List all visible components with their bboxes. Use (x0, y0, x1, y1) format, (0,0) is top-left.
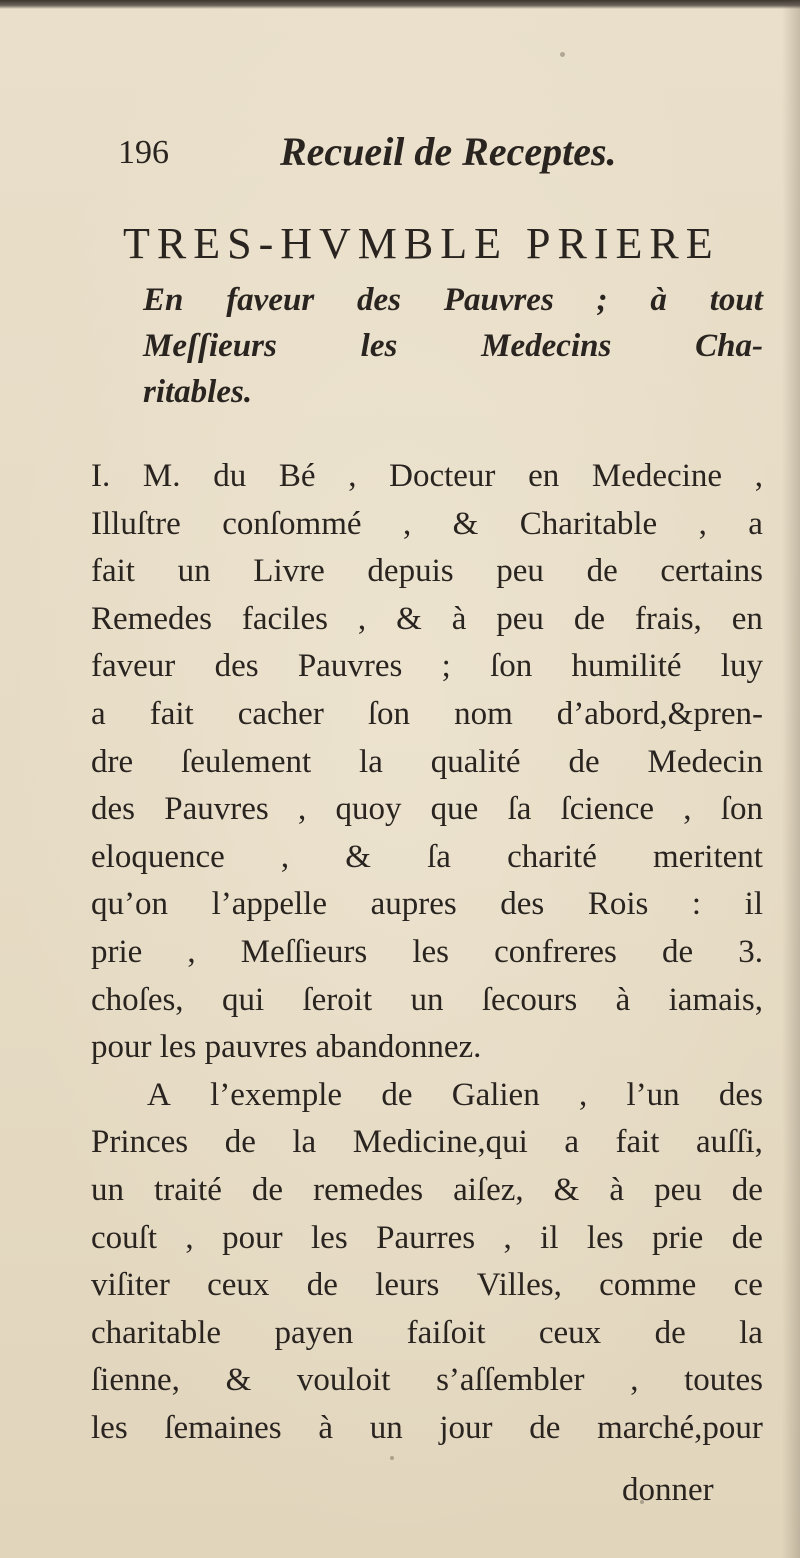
text-line: pour les pauvres abandonnez. (91, 1029, 482, 1065)
running-header (118, 128, 718, 178)
subtitle-word: à (650, 282, 667, 318)
subtitle-word: ; (596, 282, 608, 318)
text-line: choſes, qui ſeroit un ſecours à iamais, (91, 982, 763, 1018)
subtitle-word: tout (709, 282, 763, 318)
catchword: donner (622, 1472, 714, 1508)
subtitle-word: les (360, 328, 398, 364)
text-line: qu’on l’appelle aupres des Rois : il (91, 886, 763, 922)
text-line: Illuſtre conſommé , & Charitable , a (91, 506, 763, 542)
page-number: 196 (118, 134, 169, 171)
subtitle-word: Pauvres (443, 282, 554, 318)
subtitle-line-3: ritables. (143, 374, 253, 410)
text-line: viſiter ceux de leurs Villes, comme ce (91, 1267, 763, 1303)
text-line: Princes de la Medicine,qui a fait auſſi, (91, 1124, 763, 1160)
text-line: I. M. du Bé , Docteur en Medecine , (91, 458, 763, 494)
subtitle-word: Cha- (695, 328, 763, 364)
text-line: dre ſeulement la qualité de Medecin (91, 744, 763, 780)
text-line: a fait cacher ſon nom d’abord,&pren- (91, 696, 763, 732)
chapter-title: TRES-HVMBLE PRIERE (123, 219, 720, 268)
text-line: prie , Meſſieurs les confreres de 3. (91, 934, 763, 970)
paper-speck (640, 1500, 644, 1504)
text-line: charitable payen faiſoit ceux de la (91, 1315, 763, 1351)
text-line: ſienne, & vouloit s’aſſembler , toutes (91, 1362, 763, 1398)
subtitle-line-2 (143, 328, 763, 365)
text-line: les ſemaines à un jour de marché,pour (91, 1410, 763, 1446)
page-edge-shadow (782, 0, 800, 1558)
text-line: faveur des Pauvres ; ſon humilité luy (91, 648, 763, 684)
text-line: A l’exemple de Galien , l’un des (147, 1077, 763, 1113)
text-line: eloquence , & ſa charité meritent (91, 839, 763, 875)
text-line: couſt , pour les Paurres , il les prie de (91, 1220, 763, 1256)
page-top-edge (0, 0, 800, 9)
subtitle-line-1 (143, 282, 763, 319)
text-line: des Pauvres , quoy que ſa ſcience , ſon (91, 791, 763, 827)
text-line: un traité de remedes aiſez, & à peu de (91, 1172, 763, 1208)
paper-speck (560, 52, 565, 57)
paper-speck (390, 1456, 394, 1460)
running-title: Recueil de Receptes. (280, 129, 617, 174)
subtitle-word: En (143, 282, 184, 318)
subtitle-word: des (356, 282, 401, 318)
text-line: fait un Livre depuis peu de certains (91, 553, 763, 589)
subtitle-word: faveur (226, 282, 315, 318)
subtitle-word: Medecins (481, 328, 612, 364)
text-line: Remedes faciles , & à peu de frais, en (91, 601, 763, 637)
subtitle-word: Meſſieurs (143, 328, 277, 364)
